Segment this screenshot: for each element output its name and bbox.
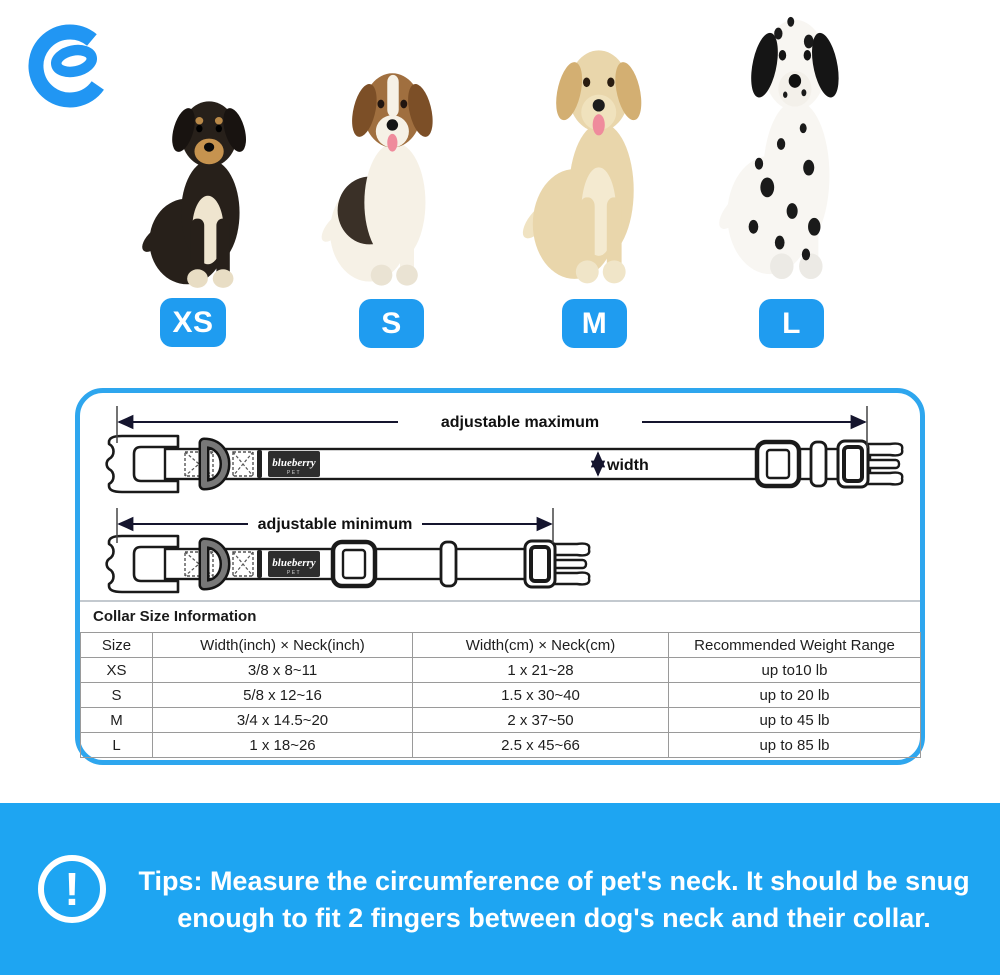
table-row-s: S 5/8 x 12~16 1.5 x 30~40 up to 20 lb [81,683,921,708]
collar-diagram: blueberry PET adjustable maximum width adjustable minimum [80,393,920,600]
size-button-s[interactable]: S [359,299,424,348]
size-button-m[interactable]: M [562,299,627,348]
dog-photo-xs-puppy [136,90,270,290]
dog-photo-s-beagle [316,62,456,288]
dog-photo-m-golden-retriever [518,38,666,286]
panel-divider [80,600,920,602]
dog-photo-l-dalmatian [712,6,864,282]
col-header-weight: Recommended Weight Range [669,633,921,658]
collar-info-panel [75,388,925,765]
exclamation-circle-icon: ! [38,855,106,923]
collar-size-table [80,632,921,758]
brand-logo-icon [28,14,112,118]
tips-text [120,863,988,937]
table-header-row [81,633,921,658]
table-row-xs: XS 3/8 x 8~11 1 x 21~28 up to10 lb [81,658,921,683]
adjustable-maximum-label: adjustable maximum [440,414,600,431]
width-label: width [607,457,649,474]
col-header-inch: Width(inch) × Neck(inch) [153,633,413,658]
table-row-m: M 3/4 x 14.5~20 2 x 37~50 up to 45 lb [81,708,921,733]
tips-line-2: enough to fit 2 fingers between dog's neck and their collar. [177,903,931,933]
size-button-l[interactable]: L [759,299,824,348]
table-row-l: L 1 x 18~26 2.5 x 45~66 up to 85 lb [81,733,921,758]
size-button-xs[interactable]: XS [160,298,226,347]
adjustable-minimum-label: adjustable minimum [257,516,413,533]
tips-banner [0,803,1000,975]
size-table-title: Collar Size Information [93,608,257,625]
tips-line-1: Tips: Measure the circumference of pet's neck. It should be snug [138,866,970,896]
col-header-cm: Width(cm) × Neck(cm) [413,633,669,658]
col-header-size: Size [81,633,153,658]
